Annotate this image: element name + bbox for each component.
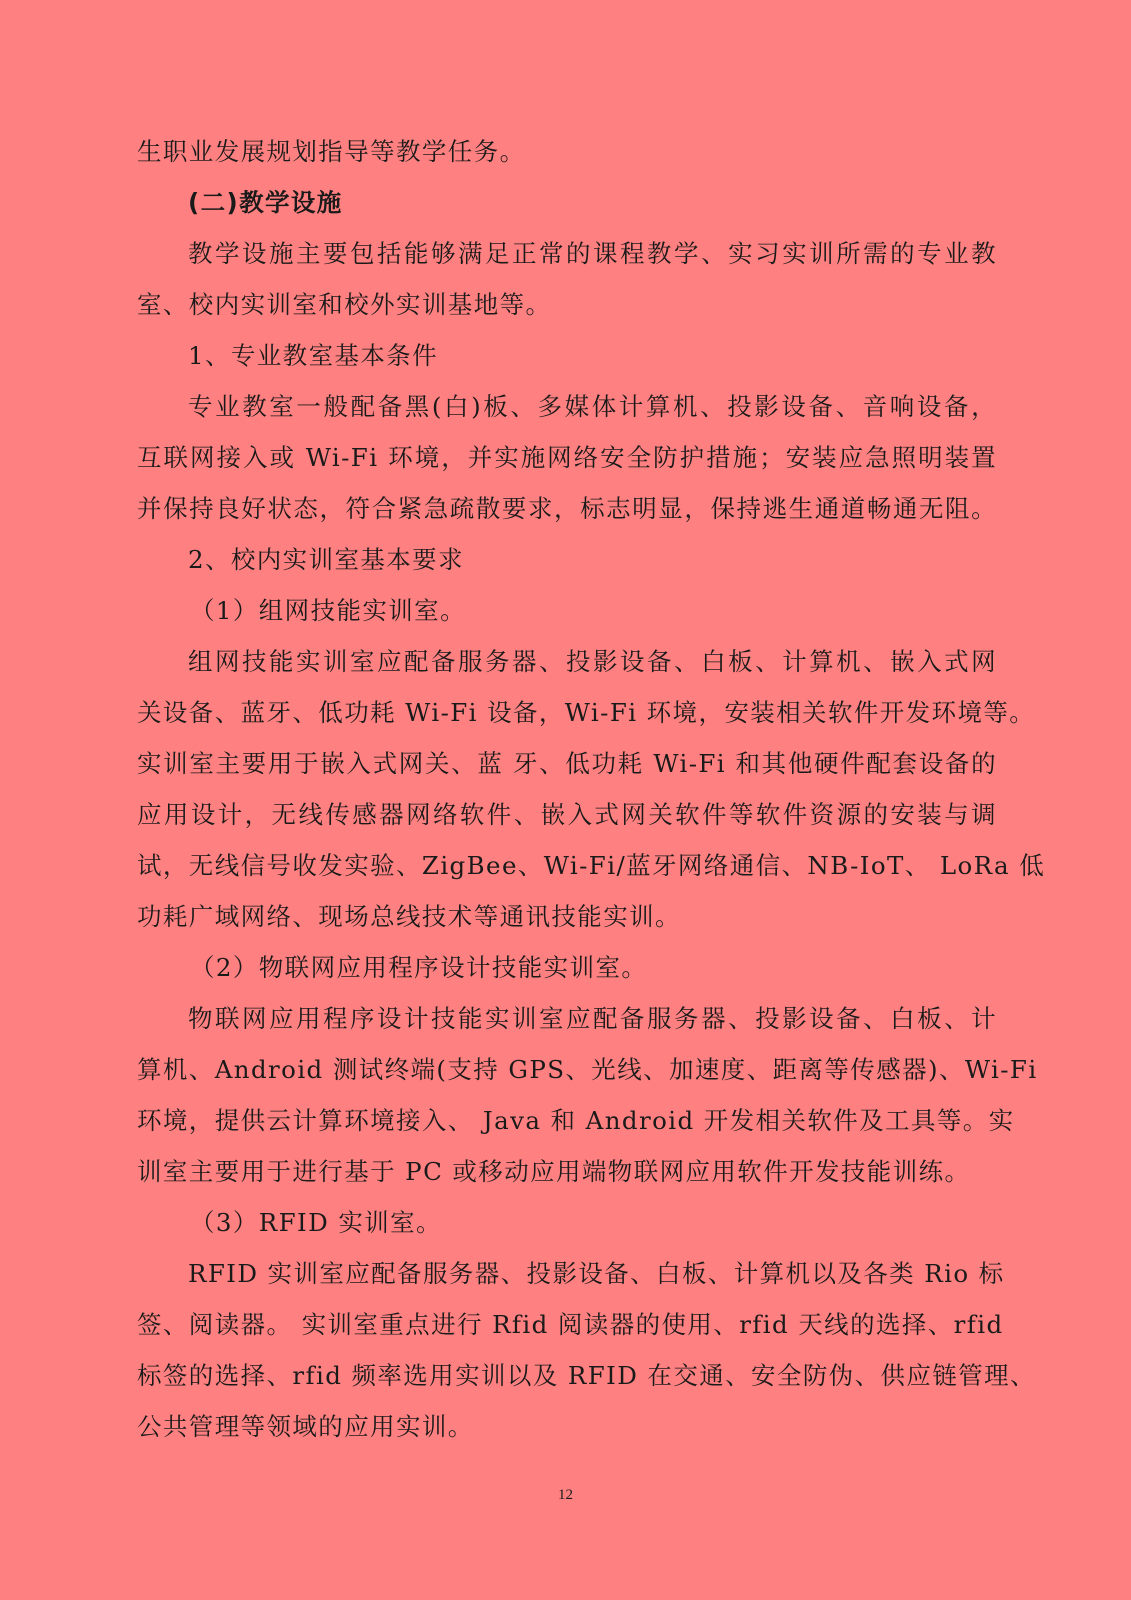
paragraph-line: 实训室主要用于嵌入式网关、蓝 牙、低功耗 Wi-Fi 和其他硬件配套设备的 bbox=[137, 749, 997, 778]
paragraph-line: 试，无线信号收发实验、ZigBee、Wi-Fi/蓝牙网络通信、NB-IoT、 LoRa 低 bbox=[137, 851, 1046, 880]
paragraph-line: 物联网应用程序设计技能实训室应配备服务器、投影设备、白板、计 bbox=[188, 1004, 997, 1033]
item-heading: （1）组网技能实训室。 bbox=[190, 596, 466, 625]
paragraph-line: 签、阅读器。 实训室重点进行 Rfid 阅读器的使用、rfid 天线的选择、rfid bbox=[137, 1310, 1004, 1339]
paragraph-line: 教学设施主要包括能够满足正常的课程教学、实习实训所需的专业教 bbox=[188, 239, 997, 268]
paragraph-line: 并保持良好状态，符合紧急疏散要求，标志明显，保持逃生通道畅通无阻。 bbox=[137, 494, 997, 523]
section-heading: (二)教学设施 bbox=[188, 188, 343, 217]
paragraph-line: 环境，提供云计算环境接入、 Java 和 Android 开发相关软件及工具等。实 bbox=[137, 1106, 1015, 1135]
paragraph-line: 公共管理等领域的应用实训。 bbox=[137, 1412, 474, 1441]
paragraph-line: RFID 实训室应配备服务器、投影设备、白板、计算机以及各类 Rio 标 bbox=[188, 1259, 1005, 1288]
paragraph-line: 室、校内实训室和校外实训基地等。 bbox=[137, 290, 552, 319]
paragraph-line: 训室主要用于进行基于 PC 或移动应用端物联网应用软件开发技能训练。 bbox=[137, 1157, 971, 1186]
subsection-heading: 2、校内实训室基本要求 bbox=[188, 545, 464, 574]
subsection-heading: 1、专业教室基本条件 bbox=[188, 341, 439, 370]
paragraph-line: 功耗广域网络、现场总线技术等通讯技能实训。 bbox=[137, 902, 681, 931]
paragraph-line: 标签的选择、rfid 频率选用实训以及 RFID 在交通、安全防伪、供应链管理、 bbox=[137, 1361, 1036, 1390]
paragraph-line: 应用设计，无线传感器网络软件、嵌入式网关软件等软件资源的安装与调 bbox=[137, 800, 997, 829]
paragraph-line: 互联网接入或 Wi-Fi 环境，并实施网络安全防护措施；安装应急照明装置 bbox=[137, 443, 997, 472]
paragraph-line: 组网技能实训室应配备服务器、投影设备、白板、计算机、嵌入式网 bbox=[188, 647, 997, 676]
paragraph-line: 关设备、蓝牙、低功耗 Wi-Fi 设备，Wi-Fi 环境，安装相关软件开发环境等。 bbox=[137, 698, 1036, 727]
paragraph-line: 算机、Android 测试终端(支持 GPS、光线、加速度、距离等传感器)、Wi-Fi bbox=[137, 1055, 1038, 1084]
page-number: 12 bbox=[558, 1487, 573, 1503]
item-heading: （2）物联网应用程序设计技能实训室。 bbox=[190, 953, 648, 982]
item-heading: （3）RFID 实训室。 bbox=[190, 1208, 442, 1237]
paragraph-line: 专业教室一般配备黑(白)板、多媒体计算机、投影设备、音响设备， bbox=[188, 392, 997, 421]
paragraph-line: 生职业发展规划指导等教学任务。 bbox=[137, 137, 526, 166]
